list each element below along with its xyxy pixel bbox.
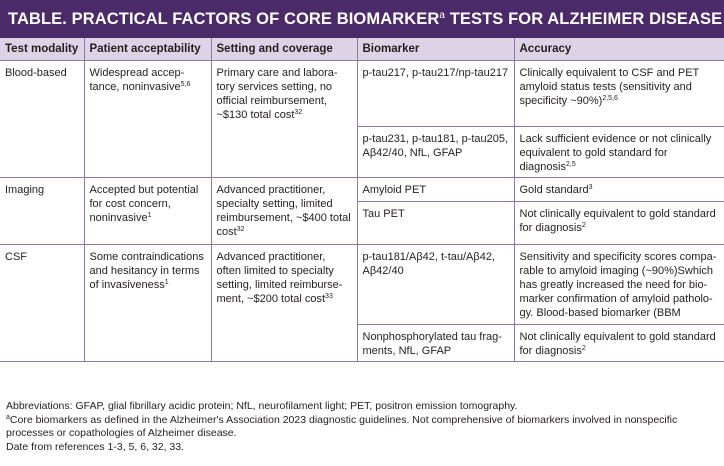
- header-accuracy: Accuracy: [514, 38, 724, 61]
- header-row: [0, 38, 724, 61]
- cell-accuracy: Lack sufficient evidence or not clinically equivalent to gold standard for diagnosis$^{2,5}$: [514, 127, 724, 178]
- cell-modality: Imaging: [0, 178, 84, 245]
- cell-setting: Primary care and labora-tory services setting, no official reimbursement, ~$130 total cost$^{32}$: [211, 61, 357, 178]
- cell-setting: Advanced practitioner, often limited to specialty setting, limited reimburse-ment, ~$200 total cost$^{33}$: [211, 245, 357, 362]
- cell-accuracy: Clinically equivalent to CSF and PET amyloid status tests (sensitivity and specificity ~90%)$^{2,5,6}$: [514, 61, 724, 127]
- cell-accuracy: Not clinically equivalent to gold standard for diagnosis$^2$: [514, 202, 724, 245]
- cell-setting: Advanced practitioner, specialty setting, limited reimbursement, ~$400 total cost$^{32}$: [211, 178, 357, 245]
- table-row: [0, 245, 724, 325]
- header-test-modality: Test modality: [0, 38, 84, 61]
- table-row: [0, 178, 724, 202]
- title-superscript: a: [439, 10, 446, 21]
- table-row: [0, 61, 724, 127]
- cell-acceptability: Some contraindications and hesitancy in terms of invasiveness$^1$: [84, 245, 211, 362]
- cell-accuracy: Gold standard$^3$: [514, 178, 724, 202]
- footnote-a: $^a$Core biomarkers as defined in the Alzheimer's Association 2023 diagnostic guidelines. Not comprehensive of biomarkers involved in nonspecific processes or copathologies of Alzheimer disease.: [6, 413, 678, 439]
- header-biomarker: Biomarker: [357, 38, 514, 61]
- cell-biomarker: Amyloid PET: [357, 178, 514, 202]
- header-patient-acceptability: Patient acceptability: [84, 38, 211, 61]
- cell-acceptability: Widespread accep-tance, noninvasive$^{5,6}$: [84, 61, 211, 178]
- cell-accuracy: Not clinically equivalent to gold standard for diagnosis$^2$: [514, 325, 724, 362]
- table-notes: [6, 400, 718, 454]
- table-title: TABLE. PRACTICAL FACTORS OF CORE BIOMARKER$^a$ TESTS FOR ALZHEIMER DISEASE: [0, 0, 724, 38]
- cell-acceptability: Accepted but potential for cost concern, noninvasive$^1$: [84, 178, 211, 245]
- cell-biomarker: Tau PET: [357, 202, 514, 245]
- cell-biomarker: p-tau181/Aβ42, t-tau/Aβ42, Aβ42/40: [357, 245, 514, 325]
- biomarker-table: [0, 38, 724, 362]
- source-note: Date from references 1-3, 5, 6, 32, 33.: [6, 440, 185, 453]
- cell-accuracy: Sensitivity and specificity scores compa-rable to amyloid imaging (~90%)Swhich has greatly increased the need for bio-marker confirmation of amyloid patholo-gy. Blood-based biomarker (BBM: [514, 245, 724, 325]
- abbreviations-note: Abbreviations: GFAP, glial fibrillary acidic protein; NfL, neurofilament light; PET, positron emission tomography.: [6, 400, 518, 412]
- cell-biomarker: p-tau217, p-tau217/np-tau217: [357, 61, 514, 127]
- cell-biomarker: p-tau231, p-tau181, p-tau205, Aβ42/40, NfL, GFAP: [357, 127, 514, 178]
- cell-modality: Blood-based: [0, 61, 84, 178]
- cell-modality: CSF: [0, 245, 84, 362]
- cell-biomarker: Nonphosphorylated tau frag-ments, NfL, GFAP: [357, 325, 514, 362]
- header-setting-coverage: Setting and coverage: [211, 38, 357, 61]
